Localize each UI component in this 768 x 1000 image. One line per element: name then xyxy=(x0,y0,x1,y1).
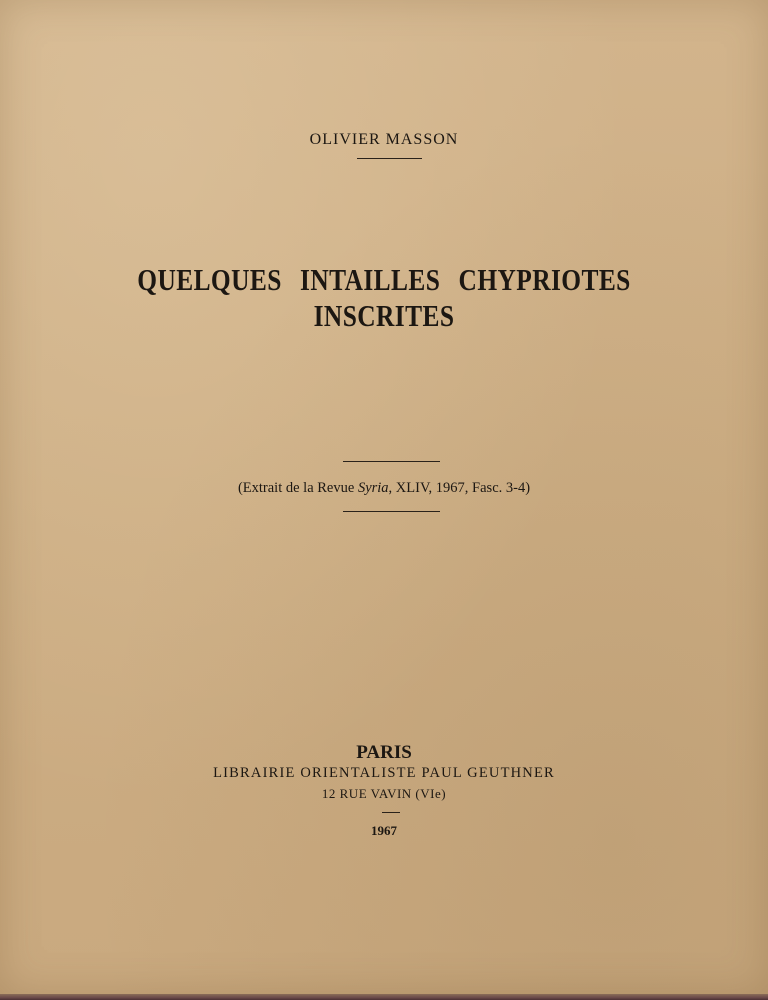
extract-note-prefix: (Extrait de la Revue xyxy=(237,480,358,496)
extract-note xyxy=(0,480,768,497)
publisher-address: 12 RUE VAVIN (VIe) xyxy=(321,786,447,801)
publisher-name: LIBRAIRIE ORIENTALISTE PAUL GEUTHNER xyxy=(213,765,555,781)
cover-bottom-edge xyxy=(0,994,768,1000)
extract-rule-top xyxy=(343,461,440,462)
book-title: QUELQUES INTAILLES CHYPRIOTES INSCRITES xyxy=(137,262,631,333)
extract-rule-bottom xyxy=(343,511,440,512)
extract-note-suffix: , XLIV, 1967, Fasc. 3-4) xyxy=(388,480,531,496)
author-rule xyxy=(357,158,422,159)
journal-name: Syria xyxy=(357,480,389,496)
year-rule xyxy=(382,812,400,813)
publication-city: PARIS xyxy=(356,742,412,763)
author-name: OLIVIER MASSON xyxy=(309,131,459,148)
publication-year: 1967 xyxy=(371,823,397,838)
